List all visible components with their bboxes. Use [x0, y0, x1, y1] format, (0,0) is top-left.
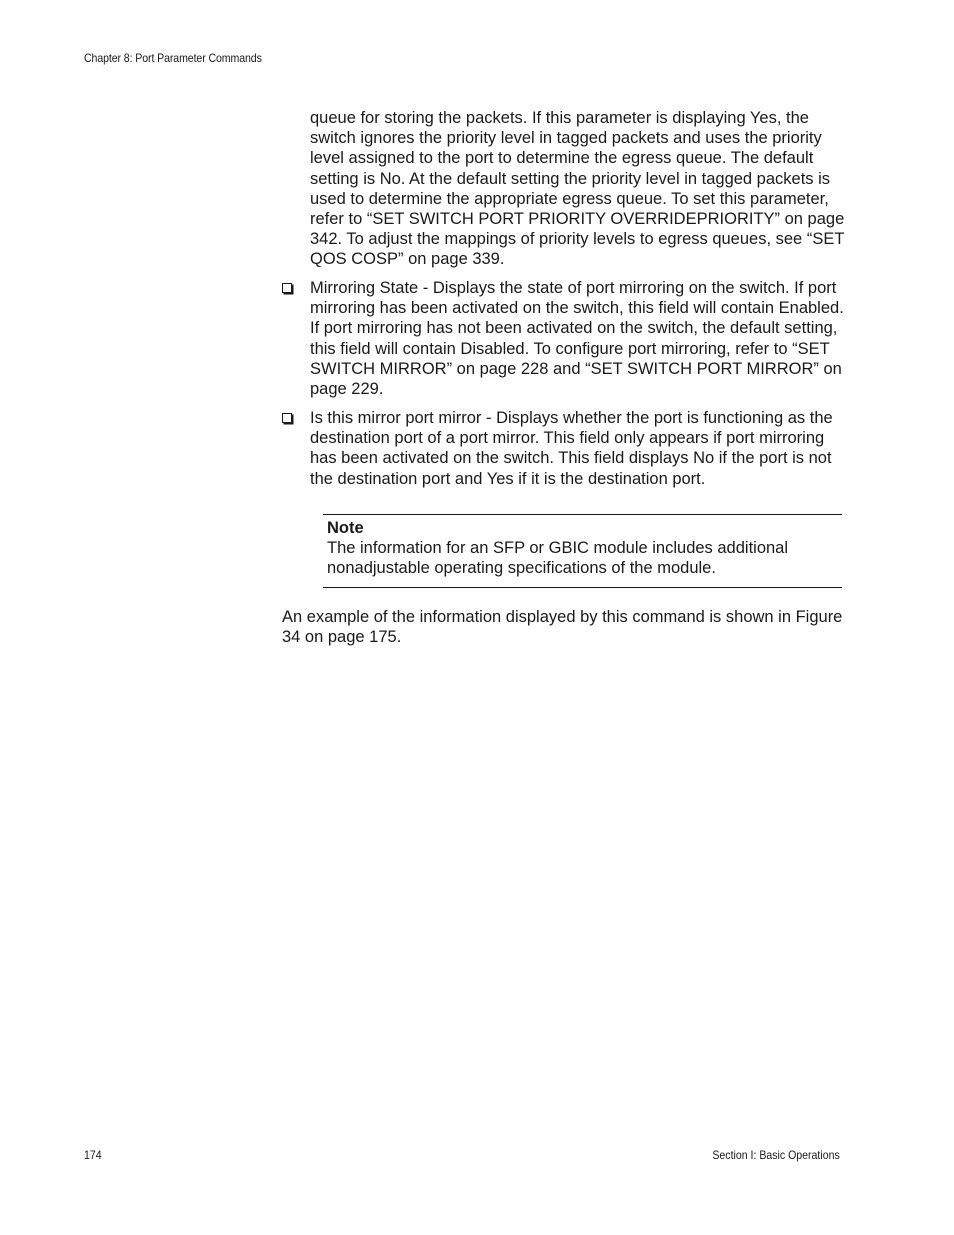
continuation-paragraph: queue for storing the packets. If this parameter is displaying Yes, the switch ignores the priority level in tagged packets and uses the priority level assigned to the port to determine the egress queue. The default setting is No. At the default setting the priority level in tagged packets is used to determine the appropriate egress queue. To set this parameter, refer to “SET SWITCH PORT PRIORITY OVERRIDEPRIORITY” on page 342. To adjust the mappings of priority levels to egress queues, see “SET QOS COSP” on page 339.: [310, 109, 845, 269]
example-paragraph: An example of the information displayed by this command is shown in Figure 34 on page 175.: [282, 608, 843, 647]
running-header: Chapter 8: Port Parameter Commands: [84, 51, 262, 65]
list-item: [282, 278, 845, 403]
list-item: [282, 408, 845, 493]
section-footer: Section I: Basic Operations: [712, 1148, 840, 1162]
note-box: [323, 514, 842, 588]
checkbox-bullet-icon: [282, 413, 292, 423]
bullet-text: Mirroring State - Displays the state of port mirroring on the switch. If port mirroring has been activated on the switch, this field will contain Enabled. If port mirroring has not been activated on the switch, the default setting, this field will contain Disabled. To configure port mirroring, refer to “SET SWITCH MIRROR” on page 228 and “SET SWITCH PORT MIRROR” on page 229.: [310, 279, 844, 399]
page-number: 174: [84, 1148, 102, 1162]
checkbox-bullet-icon: [282, 283, 292, 293]
note-title: Note: [327, 519, 364, 537]
note-text: The information for an SFP or GBIC module includes additional nonadjustable operating specifications of the module.: [327, 539, 789, 578]
bullet-text: Is this mirror port mirror - Displays whether the port is functioning as the destination port of a port mirror. This field only appears if port mirroring has been activated on the switch. This field displays No if the port is not the destination port and Yes if it is the destination port.: [310, 409, 833, 488]
